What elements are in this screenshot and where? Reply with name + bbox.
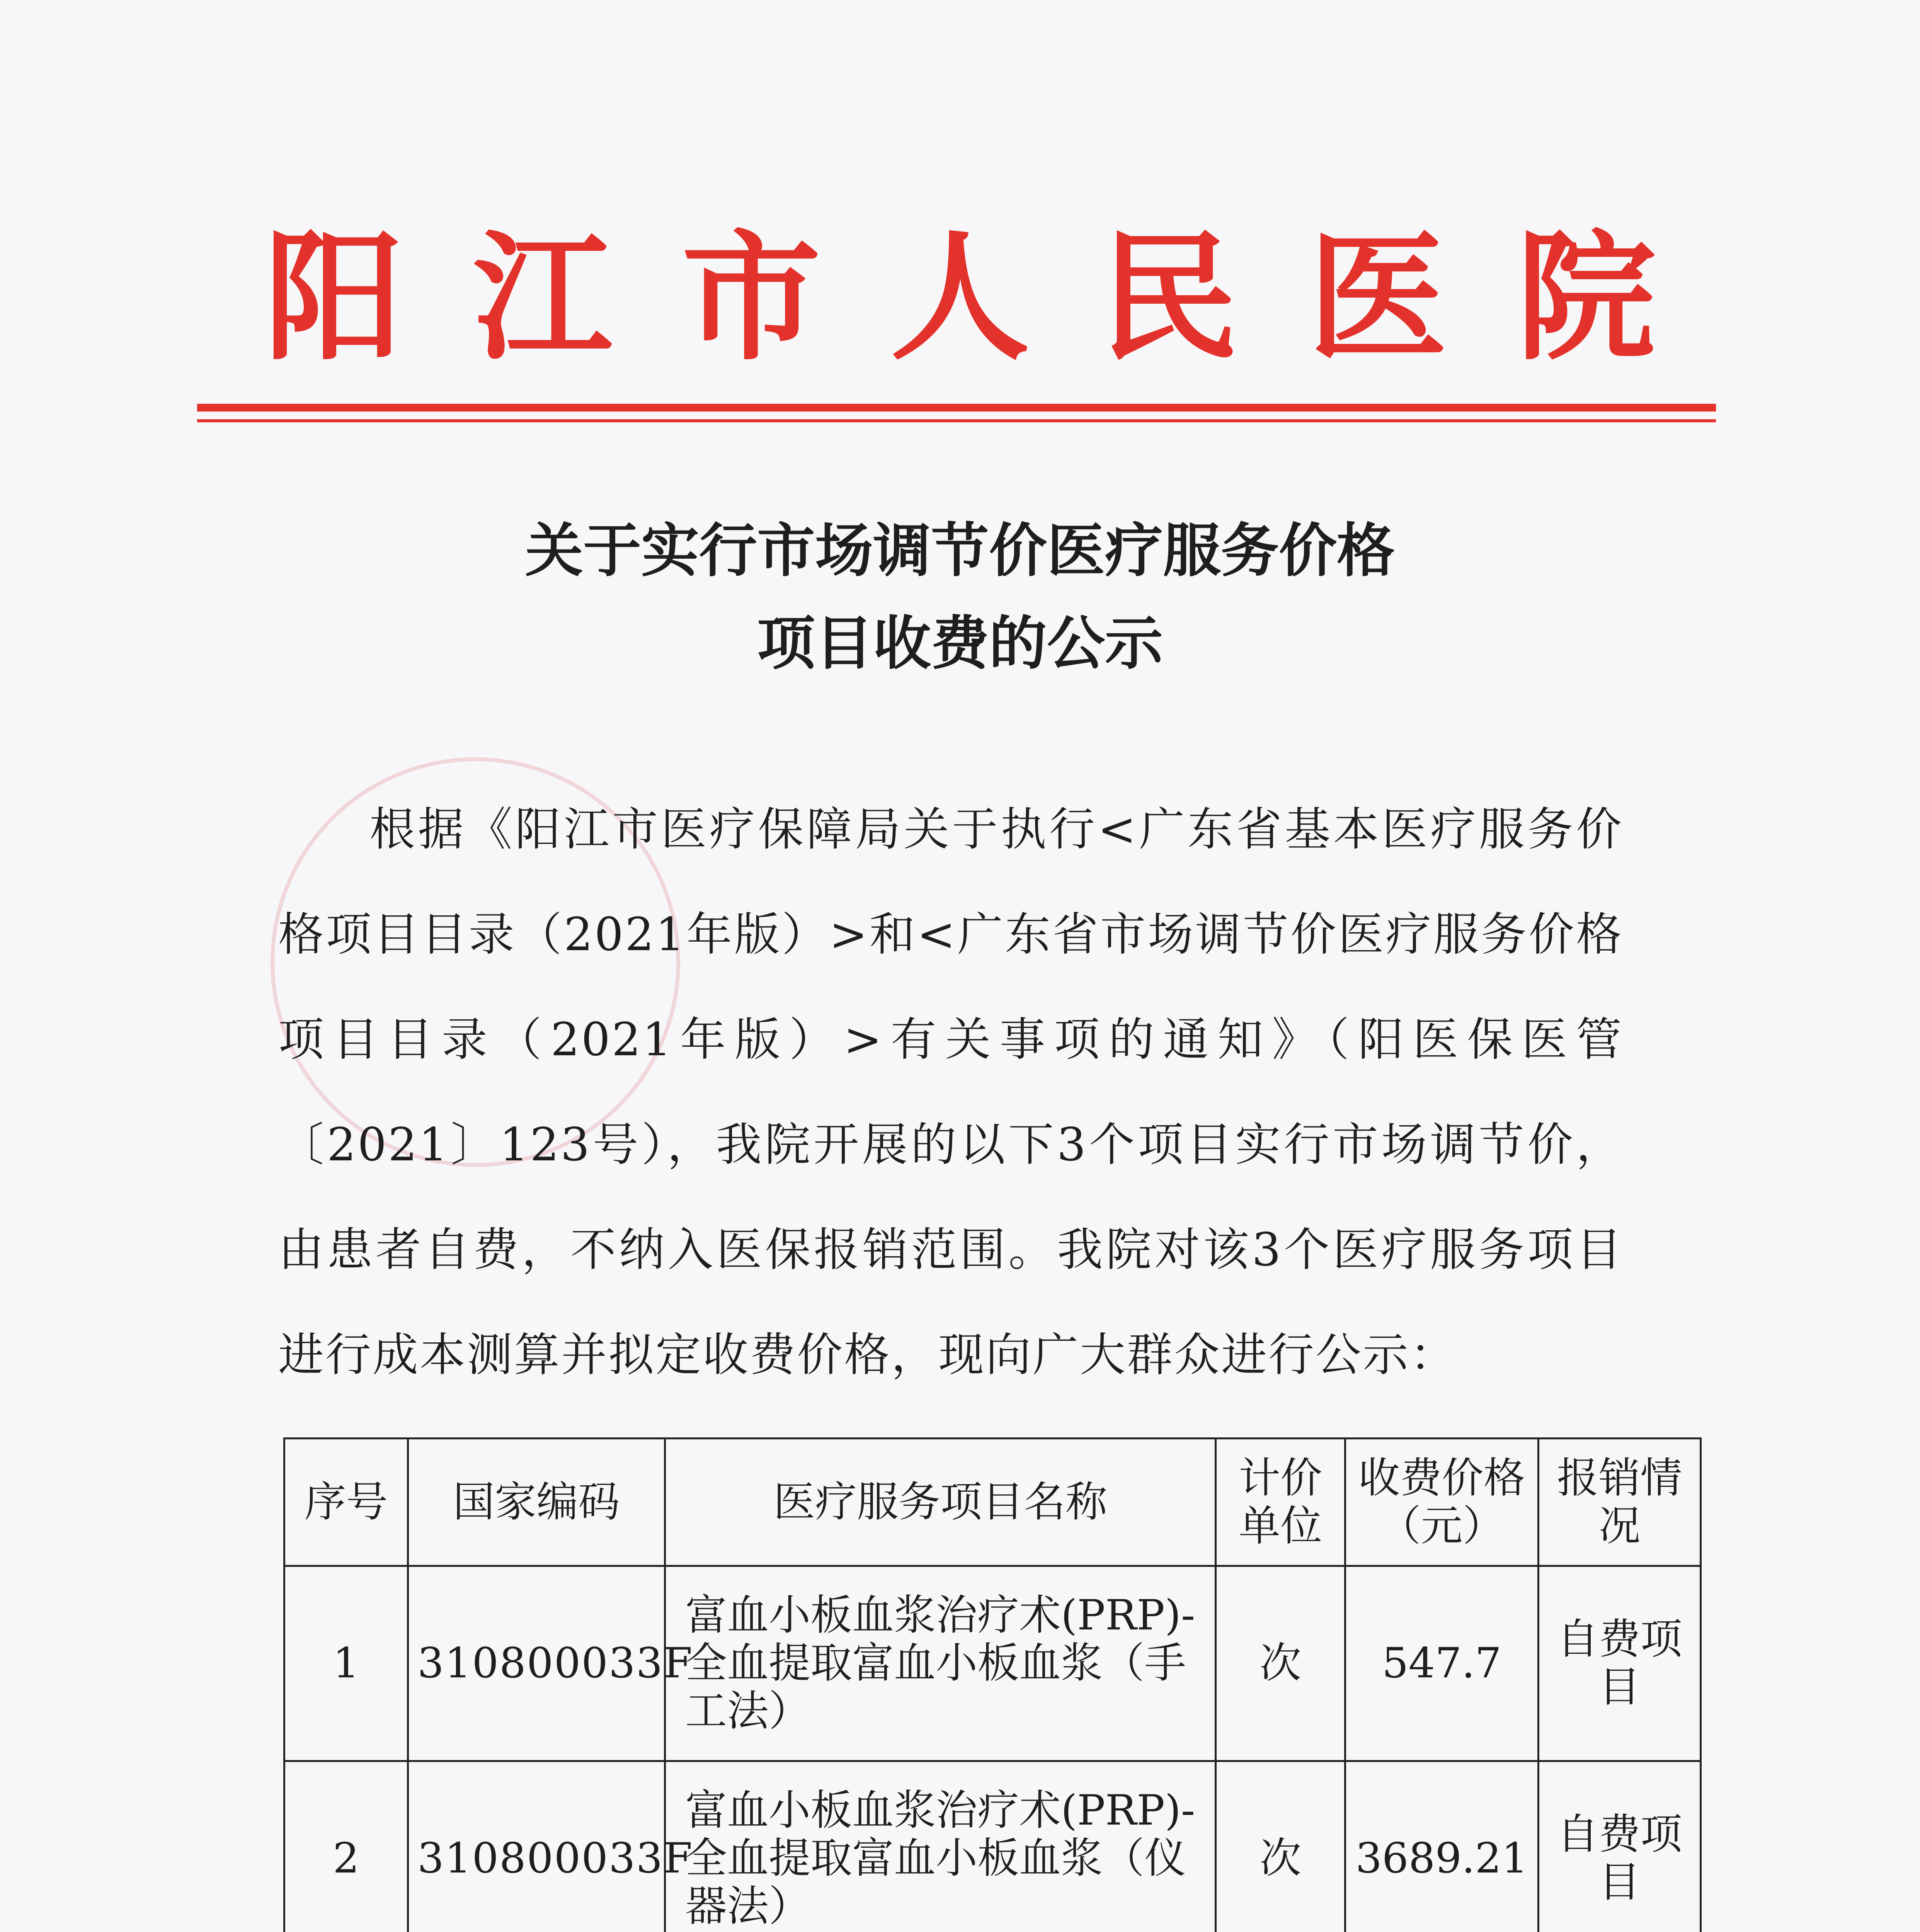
cell-seq: 1 [284,1566,408,1761]
table-row [284,1761,1701,1932]
document-title-line1: 关于实行市场调节价医疗服务价格 [525,517,1395,585]
header-unit: 计价单位 [1216,1439,1345,1566]
cell-seq: 2 [284,1761,408,1932]
header-reimb: 报销情况 [1539,1439,1701,1566]
header-seq: 序号 [284,1439,408,1566]
cell-reimb: 自费项目 [1539,1761,1701,1932]
document-title-line2: 项目收费的公示 [757,609,1163,677]
table-row [284,1566,1701,1761]
cell-code: 310800033F [408,1566,665,1761]
fee-table [283,1437,1702,1932]
organization-title: 阳江市人民医院 [264,216,1725,379]
header-code: 国家编码 [408,1439,665,1566]
cell-unit: 次 [1216,1761,1345,1932]
cell-unit: 次 [1216,1566,1345,1761]
table-header-row [284,1439,1701,1566]
header-name: 医疗服务项目名称 [665,1439,1216,1566]
cell-reimb: 自费项目 [1539,1566,1701,1761]
header-red-rule-thin [197,419,1716,422]
cell-name: 富血小板血浆治疗术(PRP)-全血提取富血小板血浆（手工法） [665,1566,1216,1761]
intro-paragraph: 根据《阳江市医疗保障局关于执行<广东省基本医疗服务价格项目目录（2021年版）>和<广东省市场调节价医疗服务价格项目目录（2021年版）>有关事项的通知》（阳医保医管〔2021〕123号），我院开展的以下3个项目实行市场调节价，由患者自费，不纳入医保报销范围。我院对该3个医疗服务项目进行成本测算并拟定收费价格，现向广大群众进行公示： [278,803,1623,1381]
cell-code: 310800033F [408,1761,665,1932]
header-price: 收费价格（元） [1345,1439,1539,1566]
header-red-rule-thick [197,404,1716,412]
cell-price: 3689.21 [1345,1761,1539,1932]
cell-name: 富血小板血浆治疗术(PRP)-全血提取富血小板血浆（仪器法） [665,1761,1216,1932]
cell-price: 547.7 [1345,1566,1539,1761]
